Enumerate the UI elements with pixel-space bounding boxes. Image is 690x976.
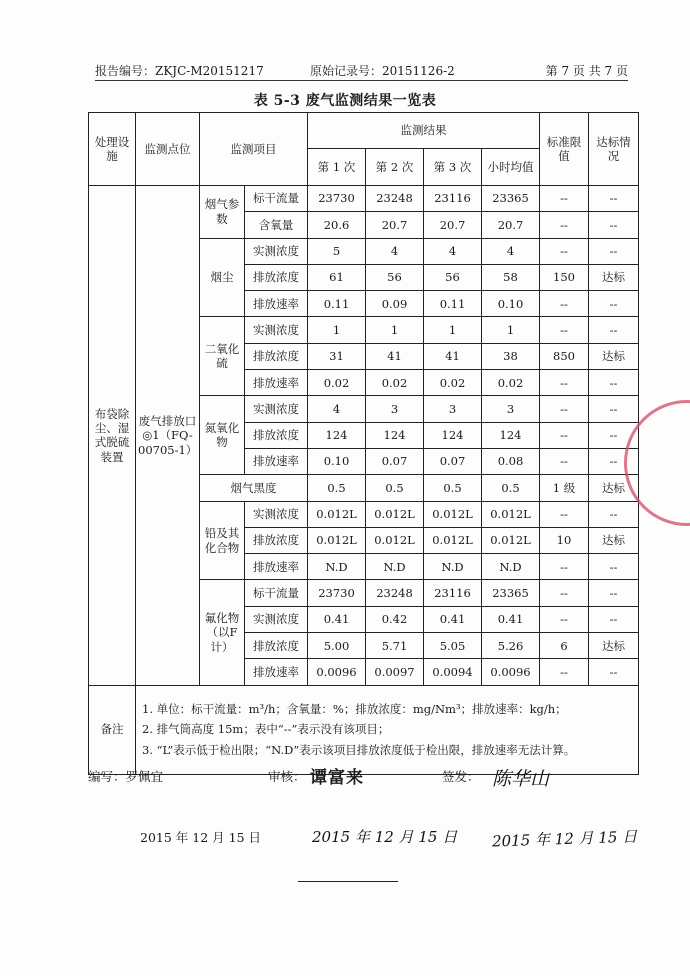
value-run2: 1 <box>366 317 424 343</box>
value-run2: 0.5 <box>366 475 424 501</box>
header-hourly: 小时均值 <box>482 149 540 186</box>
value-run1: 23730 <box>308 580 366 606</box>
table-title: 表 5-3 废气监测结果一览表 <box>253 93 437 109</box>
value-avg: 124 <box>482 422 540 448</box>
signer-signature: 陈华山 <box>492 768 550 790</box>
header-compliance: 达标情况 <box>589 113 639 186</box>
value-avg: 1 <box>482 317 540 343</box>
compliance-cell: -- <box>589 580 639 606</box>
value-run3: 5.05 <box>424 633 482 659</box>
value-run1: 124 <box>308 422 366 448</box>
value-run1: 0.02 <box>308 370 366 396</box>
limit-cell: -- <box>540 554 589 580</box>
value-avg: 23365 <box>482 580 540 606</box>
param-cell: 排放浓度 <box>245 343 308 369</box>
value-avg: 0.41 <box>482 606 540 632</box>
compliance-cell: 达标 <box>589 633 639 659</box>
date-reviewer: 2015 年 12 月 15 日 <box>312 828 458 846</box>
date-signer: 2015 年 12 月 15 日 <box>491 827 638 851</box>
value-run3: N.D <box>424 554 482 580</box>
value-run1: 0.012L <box>308 527 366 553</box>
param-cell: 排放浓度 <box>245 633 308 659</box>
value-run3: 20.7 <box>424 212 482 238</box>
value-avg: 3 <box>482 396 540 422</box>
limit-cell: -- <box>540 448 589 474</box>
param-cell: 排放浓度 <box>245 422 308 448</box>
header-run2: 第 2 次 <box>366 149 424 186</box>
param-cell: 实测浓度 <box>245 606 308 632</box>
value-run3: 0.07 <box>424 448 482 474</box>
value-run1: 5.00 <box>308 633 366 659</box>
note-3: 3. “L”表示低于检出限；“N.D”表示该项目排放浓度低于检出限，排放速率无法计算。 <box>142 742 576 757</box>
param-cell: 标干流量 <box>245 186 308 212</box>
param-cell: 实测浓度 <box>245 238 308 264</box>
value-run3: 0.41 <box>424 606 482 632</box>
value-run3: 0.02 <box>424 370 482 396</box>
compliance-cell: -- <box>589 238 639 264</box>
param-cell: 排放速率 <box>245 291 308 317</box>
value-avg: N.D <box>482 554 540 580</box>
limit-cell: 6 <box>540 633 589 659</box>
value-run2: 23248 <box>366 186 424 212</box>
limit-cell: 1 级 <box>540 475 589 501</box>
limit-cell: -- <box>540 580 589 606</box>
value-run2: 23248 <box>366 580 424 606</box>
compliance-cell: 达标 <box>589 527 639 553</box>
record-number: 原始记录号：20151126-2 <box>310 64 455 78</box>
value-run1: 0.0096 <box>308 659 366 685</box>
page-indicator: 第 7 页 共 7 页 <box>545 64 628 78</box>
note-2: 2. 排气筒高度 15m；表中“--”表示没有该项目； <box>142 722 390 737</box>
signer-label: 签发： <box>442 769 480 784</box>
param-cell: 排放速率 <box>245 370 308 396</box>
value-run3: 3 <box>424 396 482 422</box>
limit-cell: -- <box>540 370 589 396</box>
group-so2: 二氧化硫 <box>200 317 245 396</box>
notes-content <box>136 685 639 774</box>
header-limit: 标准限值 <box>540 113 589 186</box>
page-header <box>95 62 628 81</box>
compliance-cell: 达标 <box>589 264 639 290</box>
compliance-cell: -- <box>589 554 639 580</box>
limit-cell: -- <box>540 186 589 212</box>
param-cell: 排放浓度 <box>245 264 308 290</box>
value-run3: 41 <box>424 343 482 369</box>
compliance-cell: -- <box>589 396 639 422</box>
value-run2: 0.0097 <box>366 659 424 685</box>
value-run1: 0.5 <box>308 475 366 501</box>
limit-cell: 150 <box>540 264 589 290</box>
value-run2: 5.71 <box>366 633 424 659</box>
report-number: 报告编号：ZKJC-M20151217 <box>95 64 264 78</box>
value-run1: 0.10 <box>308 448 366 474</box>
monitoring-results-table <box>88 112 639 775</box>
value-run1: 61 <box>308 264 366 290</box>
value-run2: 0.09 <box>366 291 424 317</box>
param-cell: 排放速率 <box>245 554 308 580</box>
date-writer: 2015 年 12 月 15 日 <box>140 830 261 845</box>
compliance-cell: -- <box>589 186 639 212</box>
compliance-cell: -- <box>589 422 639 448</box>
group-lead: 铅及其化合物 <box>200 501 245 580</box>
limit-cell: 10 <box>540 527 589 553</box>
value-run2: 4 <box>366 238 424 264</box>
value-run3: 0.0094 <box>424 659 482 685</box>
value-run1: 0.11 <box>308 291 366 317</box>
param-cell: 实测浓度 <box>245 317 308 343</box>
limit-cell: -- <box>540 501 589 527</box>
compliance-cell: -- <box>589 501 639 527</box>
header-results: 监测结果 <box>308 113 540 149</box>
divider-line <box>298 881 398 882</box>
reviewer-signature: 谭富来 <box>310 768 364 788</box>
value-run2: 0.012L <box>366 501 424 527</box>
limit-cell: -- <box>540 238 589 264</box>
header-run1: 第 1 次 <box>308 149 366 186</box>
value-run1: 23730 <box>308 186 366 212</box>
compliance-cell: -- <box>589 212 639 238</box>
value-avg: 38 <box>482 343 540 369</box>
facility-cell: 布袋除尘、湿式脱硫装置 <box>89 186 136 686</box>
param-cell: 排放浓度 <box>245 527 308 553</box>
value-run2: 0.02 <box>366 370 424 396</box>
value-avg: 20.7 <box>482 212 540 238</box>
note-1: 1. 单位：标干流量：m³/h；含氧量：%；排放浓度：mg/Nm³；排放速率：kg/h； <box>142 701 567 716</box>
group-nox: 氮氧化物 <box>200 396 245 475</box>
value-run1: 0.41 <box>308 606 366 632</box>
header-point: 监测点位 <box>136 113 200 186</box>
param-cell: 排放速率 <box>245 448 308 474</box>
value-avg: 0.08 <box>482 448 540 474</box>
group-dust: 烟尘 <box>200 238 245 317</box>
compliance-cell: 达标 <box>589 343 639 369</box>
value-run1: 20.6 <box>308 212 366 238</box>
reviewer-label: 审核： <box>268 769 306 784</box>
param-cell: 实测浓度 <box>245 501 308 527</box>
group-flue-gas: 烟气参数 <box>200 186 245 239</box>
param-cell: 实测浓度 <box>245 396 308 422</box>
value-run2: 3 <box>366 396 424 422</box>
limit-cell: -- <box>540 317 589 343</box>
compliance-cell: 达标 <box>589 475 639 501</box>
point-cell: 废气排放口◎1（FQ-00705-1） <box>136 186 200 686</box>
value-run1: 0.012L <box>308 501 366 527</box>
limit-cell: 850 <box>540 343 589 369</box>
value-run3: 0.5 <box>424 475 482 501</box>
value-run3: 1 <box>424 317 482 343</box>
compliance-cell: -- <box>589 659 639 685</box>
notes-label: 备注 <box>89 685 136 774</box>
header-facility: 处理设施 <box>89 113 136 186</box>
limit-cell: -- <box>540 396 589 422</box>
group-smoke: 烟气黑度 <box>200 475 308 501</box>
value-run3: 23116 <box>424 580 482 606</box>
value-avg: 0.012L <box>482 527 540 553</box>
compliance-cell: -- <box>589 448 639 474</box>
header-run3: 第 3 次 <box>424 149 482 186</box>
param-cell: 含氧量 <box>245 212 308 238</box>
value-avg: 4 <box>482 238 540 264</box>
value-run1: 4 <box>308 396 366 422</box>
table-row <box>89 186 639 212</box>
value-avg: 23365 <box>482 186 540 212</box>
value-run2: 0.42 <box>366 606 424 632</box>
value-run2: N.D <box>366 554 424 580</box>
value-run2: 0.012L <box>366 527 424 553</box>
value-run3: 56 <box>424 264 482 290</box>
header-item: 监测项目 <box>200 113 308 186</box>
value-run2: 0.07 <box>366 448 424 474</box>
limit-cell: -- <box>540 212 589 238</box>
notes-row <box>89 685 639 774</box>
value-run3: 124 <box>424 422 482 448</box>
value-run1: 1 <box>308 317 366 343</box>
value-run1: 31 <box>308 343 366 369</box>
value-run3: 0.11 <box>424 291 482 317</box>
value-avg: 0.012L <box>482 501 540 527</box>
value-run3: 23116 <box>424 186 482 212</box>
value-run3: 4 <box>424 238 482 264</box>
value-run1: N.D <box>308 554 366 580</box>
value-avg: 58 <box>482 264 540 290</box>
writer-label: 编写：罗佩宜 <box>88 769 164 784</box>
value-avg: 0.10 <box>482 291 540 317</box>
compliance-cell: -- <box>589 291 639 317</box>
value-avg: 0.02 <box>482 370 540 396</box>
param-cell: 排放速率 <box>245 659 308 685</box>
value-run3: 0.012L <box>424 501 482 527</box>
value-run1: 5 <box>308 238 366 264</box>
limit-cell: -- <box>540 659 589 685</box>
value-avg: 0.0096 <box>482 659 540 685</box>
value-run2: 124 <box>366 422 424 448</box>
value-run3: 0.012L <box>424 527 482 553</box>
value-run2: 41 <box>366 343 424 369</box>
value-avg: 5.26 <box>482 633 540 659</box>
value-avg: 0.5 <box>482 475 540 501</box>
limit-cell: -- <box>540 422 589 448</box>
value-run2: 20.7 <box>366 212 424 238</box>
compliance-cell: -- <box>589 606 639 632</box>
group-fluoride: 氟化物（以F计） <box>200 580 245 685</box>
limit-cell: -- <box>540 291 589 317</box>
param-cell: 标干流量 <box>245 580 308 606</box>
compliance-cell: -- <box>589 370 639 396</box>
value-run2: 56 <box>366 264 424 290</box>
compliance-cell: -- <box>589 317 639 343</box>
limit-cell: -- <box>540 606 589 632</box>
